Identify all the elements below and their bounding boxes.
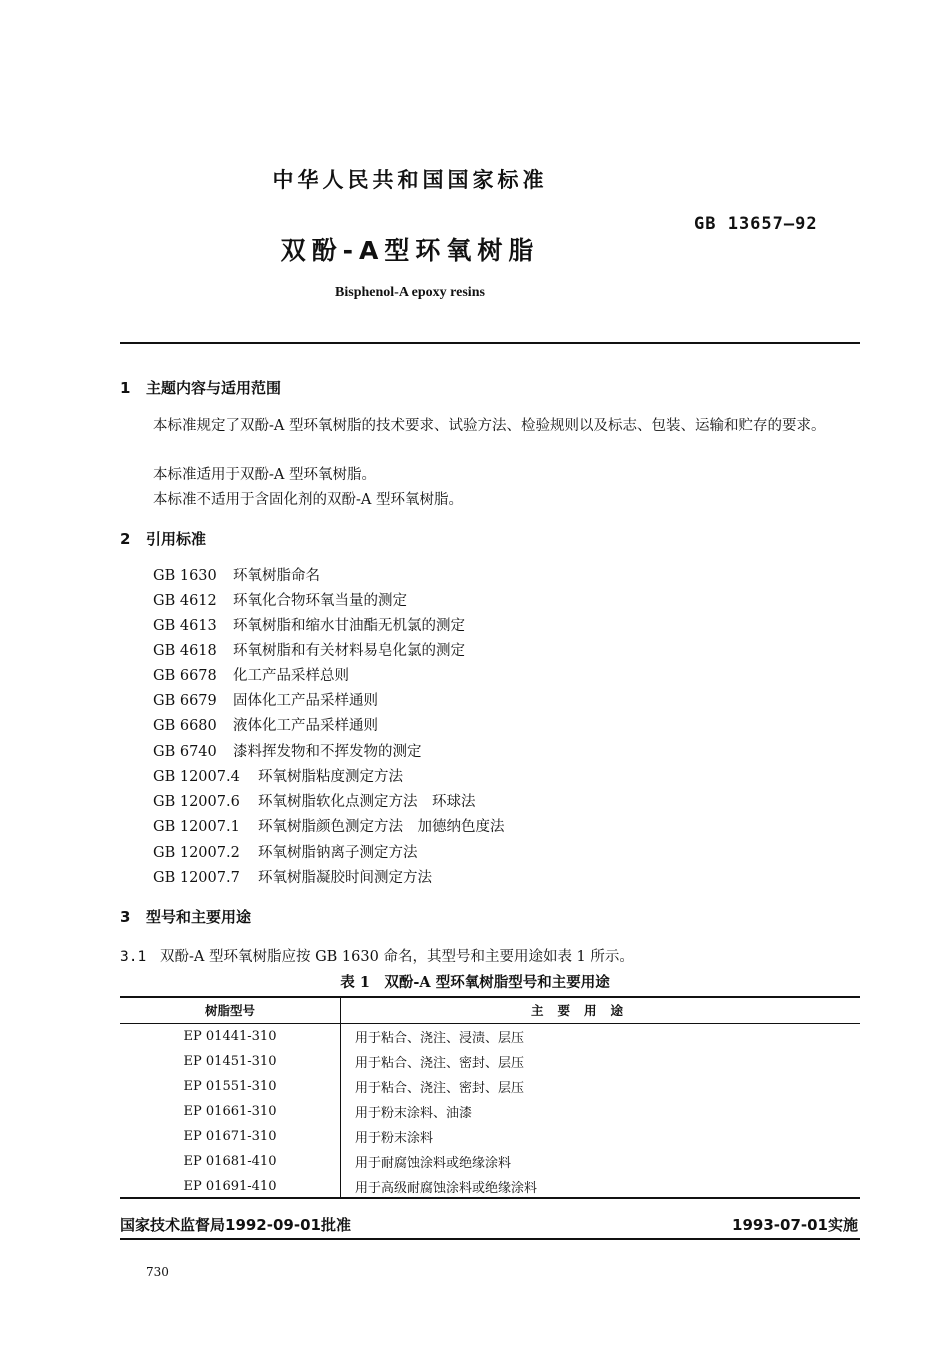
reference-title: 环氧树脂和有关材料易皂化氯的测定 (233, 643, 465, 659)
resin-use: 用于粉末涂料 (355, 1131, 434, 1146)
reference-code: GB 12007.7 (153, 870, 240, 886)
table-caption: 表 1 双酚-A 型环氧树脂型号和主要用途 (340, 974, 610, 991)
document-title: 双酚-A型环氧树脂 (280, 236, 540, 265)
reference-title: 环氧树脂颜色测定方法 加德纳色度法 (258, 819, 505, 835)
reference-code: GB 6680 (153, 718, 217, 734)
section-number: 3 (120, 908, 131, 926)
resin-use: 用于粘合、浇注、密封、层压 (355, 1081, 525, 1096)
table-header-row (120, 997, 860, 1024)
reference-code: GB 6740 (153, 744, 217, 760)
reference-item (153, 866, 432, 891)
reference-title: 固体化工产品采样通则 (233, 693, 378, 709)
resin-model: EP 01441-310 (120, 1024, 341, 1050)
reference-item (153, 639, 465, 664)
resin-type-table (120, 997, 860, 1199)
table-row (120, 1149, 860, 1174)
paragraph: 本标准适用于双酚-A 型环氧树脂。 (153, 467, 376, 483)
reference-code: GB 12007.2 (153, 845, 240, 861)
table-row (120, 1174, 860, 1199)
paragraph: 本标准规定了双酚-A 型环氧树脂的技术要求、试验方法、检验规则以及标志、包装、运输和贮存的要求。 (153, 418, 826, 434)
paragraph: 本标准不适用于含固化剂的双酚-A 型环氧树脂。 (153, 492, 463, 508)
reference-title: 环氧树脂凝胶时间测定方法 (258, 870, 432, 886)
reference-code: GB 6678 (153, 668, 217, 684)
table-bottom-rule (120, 1197, 860, 1199)
reference-code: GB 6679 (153, 693, 217, 709)
section-1-heading (120, 377, 281, 398)
document-title-english: Bisphenol-A epoxy resins (335, 285, 485, 300)
standard-code: GB 13657—92 (694, 214, 818, 234)
reference-title: 环氧树脂命名 (233, 568, 320, 584)
reference-item (153, 589, 407, 614)
reference-code: GB 12007.1 (153, 819, 240, 835)
reference-item (153, 790, 476, 815)
section-title: 引用标准 (146, 530, 207, 548)
table-row (120, 1074, 860, 1099)
footer-rule (120, 1238, 860, 1240)
approval-date: 国家技术监督局1992-09-01批准 (120, 1216, 351, 1234)
clause-number: 3.1 (120, 949, 147, 965)
resin-use: 用于耐腐蚀涂料或绝缘涂料 (355, 1156, 512, 1171)
reference-code: GB 12007.4 (153, 769, 240, 785)
section-2-heading (120, 528, 206, 549)
reference-code: GB 4618 (153, 643, 217, 659)
standard-name: 中华人民共和国国家标准 (272, 168, 548, 192)
resin-model: EP 01671-310 (120, 1124, 341, 1149)
reference-title: 环氧树脂钠离子测定方法 (258, 845, 418, 861)
table-row (120, 1124, 860, 1149)
resin-use: 用于粘合、浇注、浸渍、层压 (355, 1031, 525, 1046)
reference-title: 漆料挥发物和不挥发物的测定 (233, 744, 422, 760)
section-title: 型号和主要用途 (146, 908, 252, 926)
reference-title: 环氧化合物环氧当量的测定 (233, 593, 407, 609)
resin-model: EP 01551-310 (120, 1074, 341, 1099)
reference-code: GB 4613 (153, 618, 217, 634)
resin-use: 用于高级耐腐蚀涂料或绝缘涂料 (355, 1181, 538, 1196)
resin-model: EP 01451-310 (120, 1049, 341, 1074)
clause-3-1 (120, 945, 634, 966)
clause-text: 双酚-A 型环氧树脂应按 GB 1630 命名，其型号和主要用途如表 1 所示。 (160, 949, 634, 965)
resin-model: EP 01661-310 (120, 1099, 341, 1124)
page-number: 730 (146, 1265, 169, 1279)
reference-title: 化工产品采样总则 (233, 668, 349, 684)
reference-item (153, 714, 378, 739)
resin-model: EP 01691-410 (120, 1174, 341, 1199)
resin-model: EP 01681-410 (120, 1149, 341, 1174)
column-header: 树脂型号 (120, 997, 341, 1024)
reference-item (153, 564, 320, 589)
reference-item (153, 614, 465, 639)
table-row (120, 1049, 860, 1074)
resin-use: 用于粘合、浇注、密封、层压 (355, 1056, 525, 1071)
resin-use: 用于粉末涂料、油漆 (355, 1106, 473, 1121)
reference-item (153, 740, 422, 765)
reference-title: 环氧树脂和缩水甘油酯无机氯的测定 (233, 618, 465, 634)
implementation-date: 1993-07-01实施 (732, 1216, 858, 1234)
reference-title: 液体化工产品采样通则 (233, 718, 378, 734)
reference-title: 环氧树脂粘度测定方法 (258, 769, 403, 785)
reference-item (153, 815, 505, 840)
reference-code: GB 12007.6 (153, 794, 240, 810)
section-number: 1 (120, 379, 131, 397)
reference-item (153, 841, 418, 866)
table-row (120, 1024, 860, 1050)
reference-code: GB 1630 (153, 568, 217, 584)
reference-item (153, 664, 349, 689)
reference-item (153, 689, 378, 714)
section-number: 2 (120, 530, 131, 548)
section-3-heading (120, 906, 251, 927)
section-title: 主题内容与适用范围 (146, 379, 282, 397)
reference-code: GB 4612 (153, 593, 217, 609)
table-row (120, 1099, 860, 1124)
header-rule (120, 342, 860, 344)
column-header: 主要用途 (341, 997, 861, 1024)
reference-item (153, 765, 403, 790)
reference-title: 环氧树脂软化点测定方法 环球法 (258, 794, 476, 810)
